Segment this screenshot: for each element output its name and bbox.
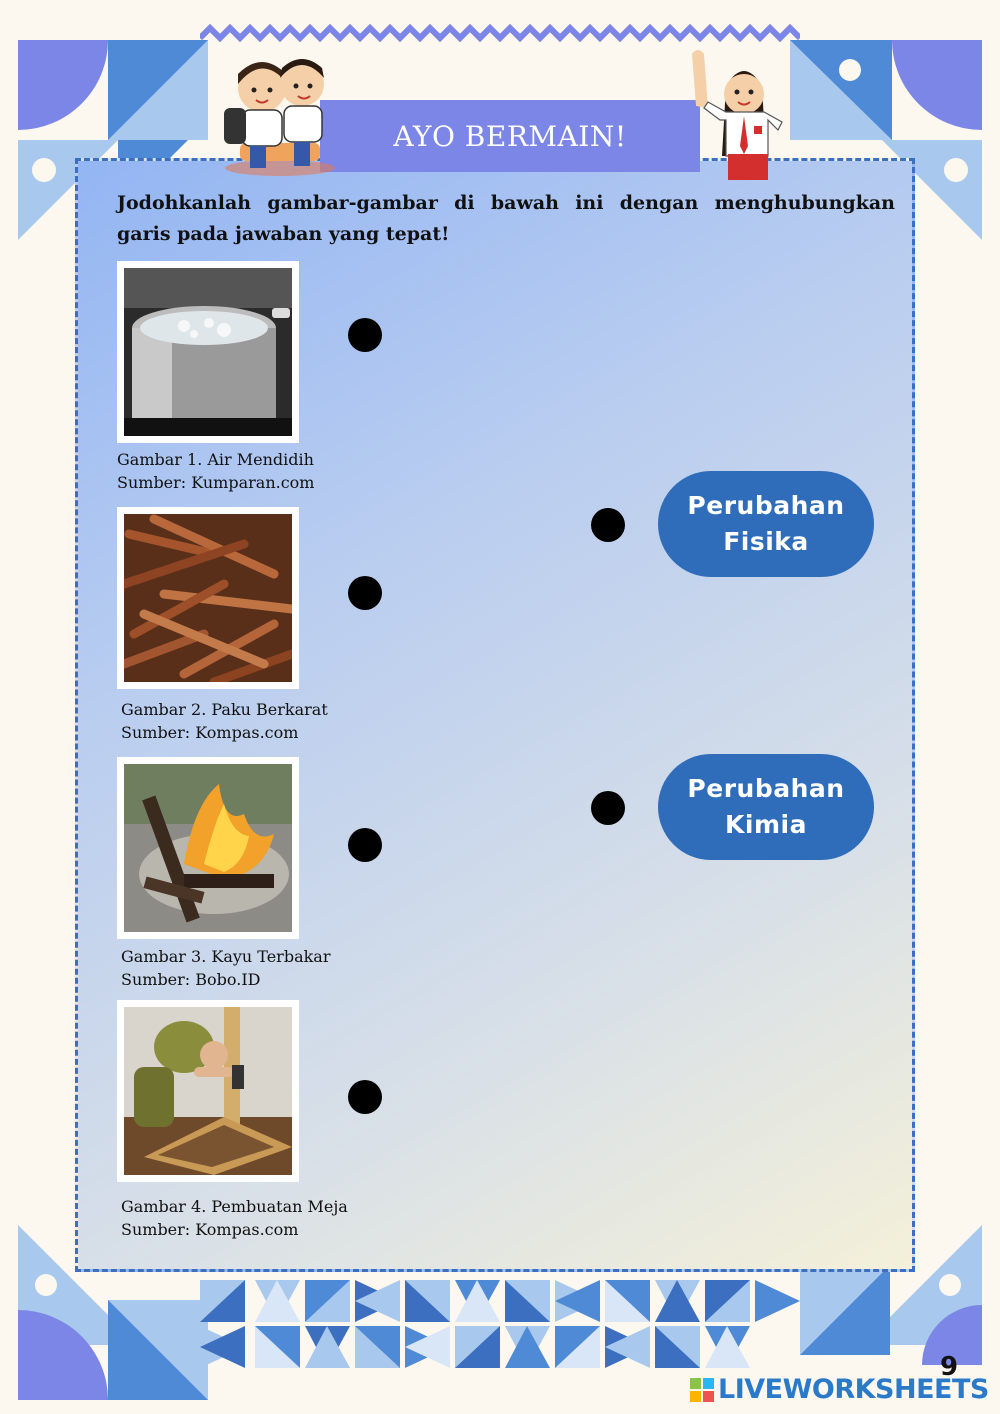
brand-name: LIVEWORKSHEETS [718,1374,989,1405]
liveworksheets-brand[interactable] [690,1374,989,1405]
connector-dot-answer-kimia[interactable] [591,791,625,825]
connector-dot-item-1[interactable] [348,318,382,352]
page-number: 9 [940,1352,959,1382]
item-2-title: Gambar 2. Paku Berkarat [121,700,328,719]
item-3-title: Gambar 3. Kayu Terbakar [121,947,331,966]
answer-button-perubahan-fisika[interactable] [658,471,874,577]
answer-button-perubahan-kimia[interactable] [658,754,874,860]
image-table-making [117,1000,299,1182]
item-3-source: Sumber: Bobo.ID [121,970,261,989]
liveworksheets-logo-icon [690,1378,714,1402]
item-1-title: Gambar 1. Air Mendidih [117,450,314,469]
item-4-title: Gambar 4. Pembuatan Meja [121,1197,348,1216]
caption-item-4 [121,1195,348,1241]
item-1-source: Sumber: Kumparan.com [117,473,315,492]
answer-1-line-1: Perubahan [687,491,845,520]
page-title: AYO BERMAIN! [393,119,627,153]
geometric-pattern-decoration [200,1280,800,1370]
answer-1-line-2: Fisika [723,527,809,556]
answer-2-line-1: Perubahan [687,774,845,803]
image-rusty-nails [117,507,299,689]
caption-item-3 [121,945,331,991]
caption-item-2 [121,698,328,744]
zigzag-decoration [200,24,800,44]
caption-item-1 [117,448,314,494]
connector-dot-item-4[interactable] [348,1080,382,1114]
instructions-text: Jodohkanlah gambar-gambar di bawah ini dengan menghubungkan garis pada jawaban yang tepat! [117,192,895,245]
connector-dot-item-3[interactable] [348,828,382,862]
image-boiling-water [117,261,299,443]
item-4-source: Sumber: Kompas.com [121,1220,299,1239]
image-burning-wood [117,757,299,939]
item-2-source: Sumber: Kompas.com [121,723,299,742]
students-illustration [210,48,340,180]
connector-dot-item-2[interactable] [348,576,382,610]
student-waving-illustration [686,46,786,182]
header-banner [320,100,700,172]
connector-dot-answer-fisika[interactable] [591,508,625,542]
answer-2-line-2: Kimia [725,810,807,839]
